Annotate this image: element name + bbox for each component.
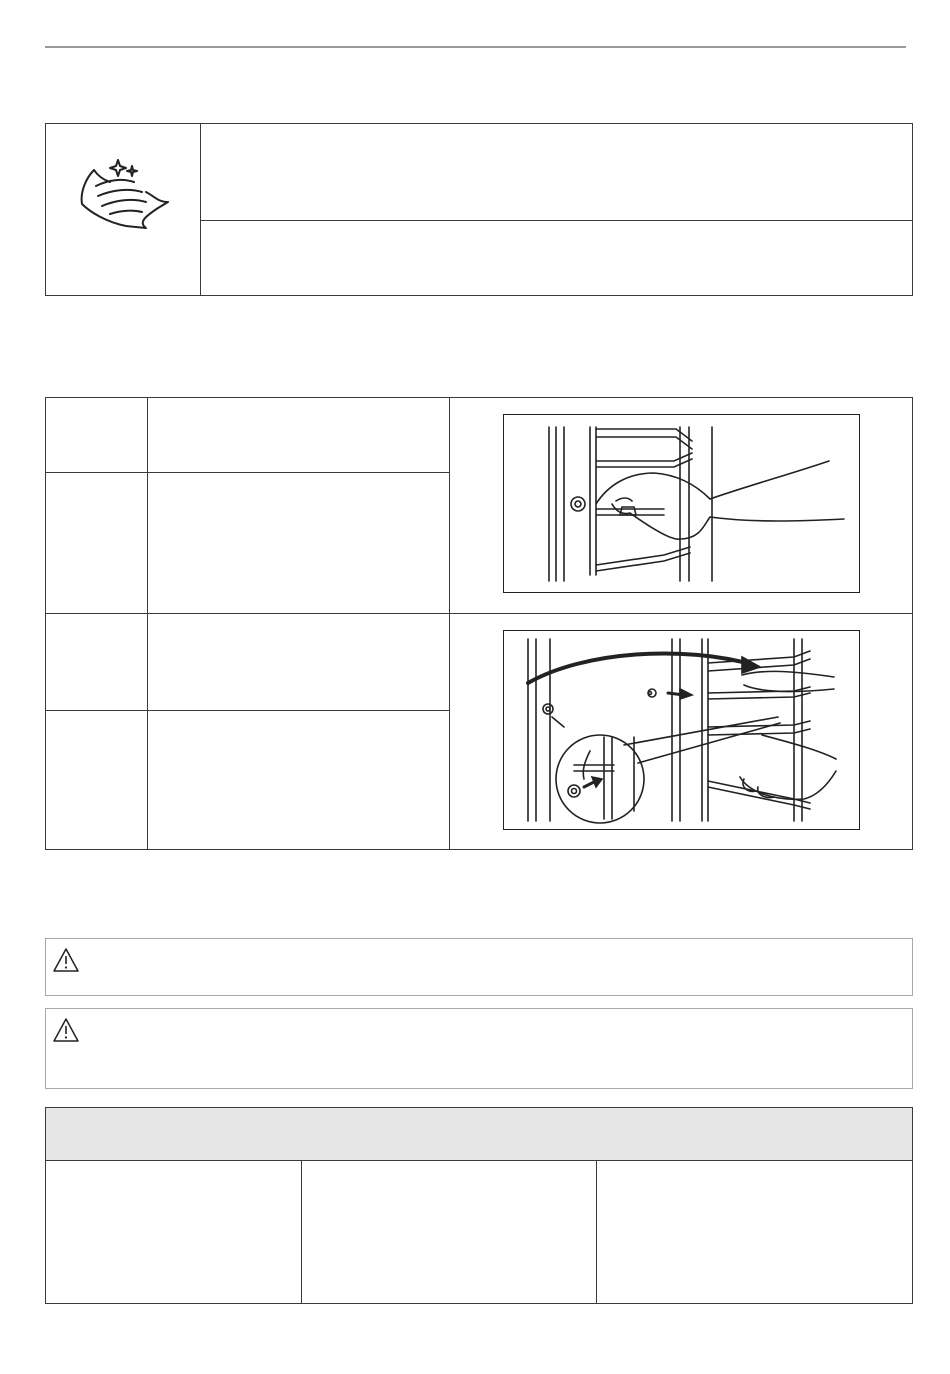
- step-row-divider: [46, 710, 450, 711]
- shelf-support-install-illustration: [504, 631, 859, 829]
- shelf-remove-illustration-frame: [503, 414, 860, 593]
- bottom-table: [45, 1107, 913, 1304]
- warning-triangle-icon: [52, 947, 80, 973]
- shelf-install-illustration-frame: [503, 630, 860, 830]
- icon-cell: [46, 124, 201, 295]
- cleaning-note-row-2: [201, 221, 912, 295]
- cleaning-note-row-1: [201, 124, 912, 221]
- hand-cleaning-sparkle-icon: [76, 152, 172, 232]
- step-row-divider: [46, 613, 912, 614]
- bottom-table-col-3: [597, 1161, 912, 1303]
- warning-triangle-icon: [52, 1017, 80, 1043]
- step-number-column: [46, 398, 148, 849]
- shelf-support-steps-table: [45, 397, 913, 850]
- shelf-support-removal-illustration: [504, 415, 859, 592]
- warning-box-1: [45, 938, 913, 996]
- bottom-table-col-1: [46, 1161, 302, 1303]
- bottom-table-col-2: [302, 1161, 597, 1303]
- warning-box-2: [45, 1008, 913, 1089]
- step-row-divider: [46, 472, 450, 473]
- header-rule: [45, 46, 906, 48]
- cleaning-notes-table: [45, 123, 913, 296]
- step-text-column: [148, 398, 450, 849]
- bottom-table-header: [46, 1108, 912, 1161]
